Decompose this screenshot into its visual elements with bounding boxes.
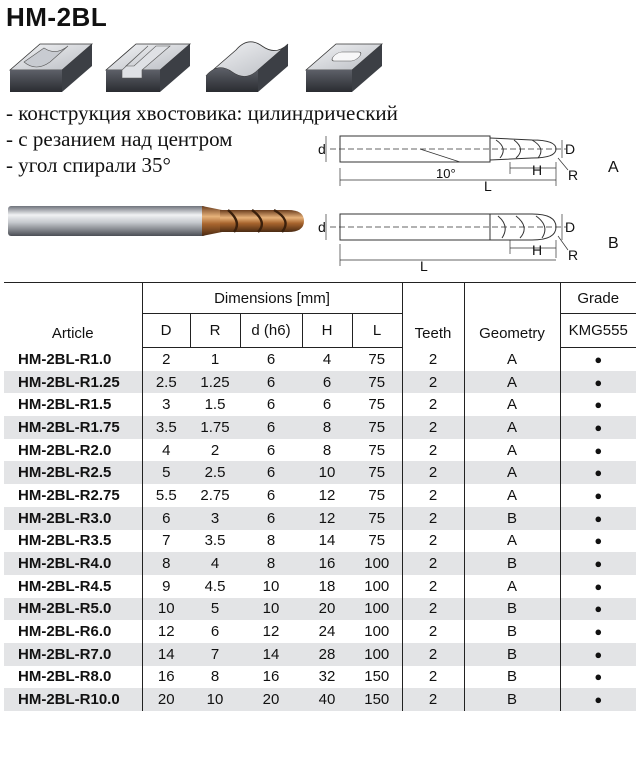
cell-geometry: A (464, 575, 560, 598)
cell-D: 7 (162, 532, 171, 550)
table-row (4, 688, 636, 711)
cell-d: 6 (266, 486, 276, 504)
cell-R: 8 (210, 668, 220, 686)
cell-teeth: 2 (402, 507, 464, 530)
cell-teeth: 2 (402, 552, 464, 575)
cell-teeth: 2 (402, 620, 464, 643)
cell-d: 14 (240, 643, 302, 666)
cell-D: 5 (142, 461, 190, 484)
cell-geometry: A (464, 348, 560, 371)
cell-d: 6 (240, 371, 302, 394)
cell-d: 6 (266, 350, 276, 368)
header-grade-name: KMG555 (560, 314, 636, 348)
cell-R: 6 (210, 623, 220, 641)
table-row (4, 598, 636, 621)
cell-D: 20 (142, 688, 190, 711)
cell-grade: ● (594, 669, 603, 685)
cell-H: 12 (318, 486, 336, 504)
cell-article: HM-2BL-R3.5 (4, 530, 142, 553)
cell-R: 3 (190, 507, 240, 530)
header-dimensions: Dimensions [mm] (142, 283, 402, 314)
cell-teeth: 2 (402, 461, 464, 484)
cell-H: 8 (302, 416, 352, 439)
cell-L: 75 (352, 461, 402, 484)
cell-article: HM-2BL-R7.0 (4, 643, 142, 666)
drawing-b-L-label: L (420, 258, 428, 273)
cell-H: 4 (322, 350, 332, 368)
cell-geometry: A (464, 371, 560, 394)
cell-D: 3.5 (142, 416, 190, 439)
cell-H: 6 (302, 371, 352, 394)
table-row (4, 552, 636, 575)
table-body (4, 348, 636, 712)
cell-D: 2.5 (142, 371, 190, 394)
cell-geometry: B (464, 620, 560, 643)
drawing-b-D-label: D (565, 219, 576, 235)
cell-H: 6 (322, 396, 332, 414)
header-teeth: Teeth (402, 283, 464, 348)
cell-D: 9 (162, 577, 171, 595)
cell-grade: ● (560, 643, 636, 666)
cell-grade: ● (560, 688, 636, 711)
cell-article: HM-2BL-R3.0 (4, 507, 142, 530)
cell-article: HM-2BL-R2.5 (4, 461, 142, 484)
cell-grade: ● (594, 578, 603, 594)
cell-teeth: 2 (402, 371, 464, 394)
cell-D: 12 (157, 623, 175, 641)
drawing-a-R-label: R (568, 167, 579, 183)
table-row (4, 666, 636, 689)
cell-teeth: 2 (402, 643, 464, 666)
cell-L: 75 (352, 507, 402, 530)
drawing-a-L-label: L (484, 178, 492, 194)
cell-teeth: 2 (402, 393, 464, 416)
table-row (4, 575, 636, 598)
cell-L: 75 (352, 439, 402, 462)
cell-d: 8 (240, 552, 302, 575)
cell-teeth: 2 (402, 416, 464, 439)
cell-H: 14 (318, 532, 336, 550)
cell-L: 75 (352, 348, 402, 371)
cell-article: HM-2BL-R4.5 (4, 575, 142, 598)
header-col-D: D (142, 314, 190, 348)
pocket-shape-icon (306, 44, 382, 92)
drawing-b-R-label: R (568, 247, 579, 263)
table-row (4, 461, 636, 484)
drawing-a-d-label: d (318, 141, 326, 157)
table-row (4, 507, 636, 530)
technical-drawings (310, 128, 640, 273)
cell-article: HM-2BL-R10.0 (4, 688, 142, 711)
table-row (4, 620, 636, 643)
cell-d: 10 (240, 598, 302, 621)
drawing-geometry-b (326, 214, 568, 266)
cell-H: 18 (318, 577, 336, 595)
cell-R: 1 (210, 350, 220, 368)
cell-d: 20 (240, 688, 302, 711)
feature-shank: - конструкция хвостовика: цилиндрический (6, 101, 398, 125)
cell-H: 40 (302, 688, 352, 711)
channel-shape-icon (106, 44, 190, 92)
cell-D: 14 (142, 643, 190, 666)
cell-L: 75 (352, 530, 402, 553)
cell-H: 24 (318, 623, 336, 641)
machining-shapes (6, 32, 386, 96)
table-row (4, 348, 636, 371)
cell-L: 75 (352, 484, 402, 507)
cell-grade: ● (560, 552, 636, 575)
cell-R: 2.5 (190, 461, 240, 484)
cell-L: 100 (352, 643, 402, 666)
header-grade: Grade (560, 283, 636, 314)
cell-H: 12 (302, 507, 352, 530)
cell-article: HM-2BL-R6.0 (4, 620, 142, 643)
cell-grade: ● (594, 442, 603, 458)
header-col-R: R (190, 314, 240, 348)
cell-R: 1.25 (190, 371, 240, 394)
cell-D: 10 (142, 598, 190, 621)
cell-article: HM-2BL-R2.0 (4, 439, 142, 462)
cell-geometry: B (464, 598, 560, 621)
cell-H: 20 (302, 598, 352, 621)
cell-article: HM-2BL-R1.75 (4, 416, 142, 439)
cell-D: 2 (162, 350, 171, 368)
cell-teeth: 2 (402, 575, 464, 598)
cell-grade: ● (594, 397, 603, 413)
cell-article: HM-2BL-R1.0 (4, 348, 142, 371)
cell-article: HM-2BL-R8.0 (4, 666, 142, 689)
cell-geometry: B (464, 507, 560, 530)
cell-L: 100 (352, 552, 402, 575)
cell-R: 10 (190, 688, 240, 711)
header-col-H: H (302, 314, 352, 348)
radius-surface-icon (206, 42, 288, 92)
cell-d: 6 (266, 396, 276, 414)
drawing-a-H-label: H (532, 162, 543, 178)
cell-R: 2.75 (200, 486, 230, 504)
cell-teeth: 2 (402, 688, 464, 711)
cell-geometry: A (464, 484, 560, 507)
cell-H: 32 (318, 668, 336, 686)
cell-H: 28 (302, 643, 352, 666)
cell-d: 12 (262, 623, 280, 641)
cell-L: 150 (352, 688, 402, 711)
cell-teeth: 2 (402, 484, 464, 507)
drawing-a-D-label: D (565, 141, 576, 157)
cell-grade: ● (560, 507, 636, 530)
cell-D: 3 (162, 396, 171, 414)
cell-geometry: B (464, 688, 560, 711)
cell-d: 6 (240, 507, 302, 530)
cell-D: 6 (142, 507, 190, 530)
cell-grade: ● (594, 351, 603, 367)
cell-R: 3.5 (204, 532, 226, 550)
cell-d: 6 (240, 461, 302, 484)
cell-R: 7 (190, 643, 240, 666)
cell-article: HM-2BL-R5.0 (4, 598, 142, 621)
header-col-d: d (h6) (240, 314, 302, 348)
cell-L: 100 (352, 620, 402, 643)
table-row (4, 439, 636, 462)
cell-grade: ● (560, 461, 636, 484)
cell-teeth: 2 (402, 598, 464, 621)
slot-shape-icon (10, 44, 92, 92)
cell-d: 10 (262, 577, 280, 595)
end-mill-photo (6, 198, 306, 248)
cell-H: 8 (322, 441, 332, 459)
drawing-a-label: A (608, 159, 619, 176)
cell-L: 75 (352, 371, 402, 394)
cell-D: 5.5 (155, 486, 177, 504)
cell-teeth: 2 (402, 666, 464, 689)
cell-geometry: B (464, 643, 560, 666)
cell-grade: ● (560, 598, 636, 621)
cell-D: 4 (162, 441, 171, 459)
table-row (4, 530, 636, 553)
cell-teeth: 2 (402, 348, 464, 371)
cell-grade: ● (594, 533, 603, 549)
cell-teeth: 2 (402, 530, 464, 553)
cell-L: 100 (352, 598, 402, 621)
cell-teeth: 2 (402, 439, 464, 462)
cell-d: 6 (240, 416, 302, 439)
cell-article: HM-2BL-R1.25 (4, 371, 142, 394)
cell-d: 16 (262, 668, 280, 686)
cell-R: 5 (190, 598, 240, 621)
table-row (4, 416, 636, 439)
cell-L: 150 (352, 666, 402, 689)
cell-geometry: B (464, 552, 560, 575)
header-article: Article (4, 283, 142, 348)
cell-L: 100 (352, 575, 402, 598)
feature-center-cutting: - с резанием над центром (6, 127, 233, 151)
cell-grade: ● (594, 487, 603, 503)
cell-D: 16 (157, 668, 175, 686)
cell-geometry: B (464, 666, 560, 689)
drawing-b-H-label: H (532, 242, 543, 258)
cell-geometry: A (464, 530, 560, 553)
cell-geometry: A (464, 416, 560, 439)
drawing-b-label: B (608, 235, 619, 252)
cell-geometry: A (464, 461, 560, 484)
table-row (4, 393, 636, 416)
cell-d: 6 (266, 441, 276, 459)
cell-R: 1.75 (190, 416, 240, 439)
cell-article: HM-2BL-R2.75 (4, 484, 142, 507)
cell-geometry: A (464, 439, 560, 462)
feature-helix-angle: - угол спирали 35° (6, 153, 171, 177)
cell-article: HM-2BL-R4.0 (4, 552, 142, 575)
cell-d: 8 (266, 532, 276, 550)
cell-grade: ● (594, 624, 603, 640)
header-geometry: Geometry (464, 283, 560, 348)
table-row (4, 371, 636, 394)
specification-table (4, 282, 636, 711)
table-row (4, 484, 636, 507)
cell-article: HM-2BL-R1.5 (4, 393, 142, 416)
cell-H: 10 (302, 461, 352, 484)
cell-D: 8 (142, 552, 190, 575)
cell-grade: ● (560, 416, 636, 439)
cell-R: 2 (210, 441, 220, 459)
drawing-a-angle-label: 10° (436, 166, 456, 181)
cell-R: 4.5 (204, 577, 226, 595)
table-row (4, 643, 636, 666)
cell-R: 4 (190, 552, 240, 575)
page-title: HM-2BL (6, 2, 108, 32)
cell-grade: ● (560, 371, 636, 394)
cell-R: 1.5 (204, 396, 226, 414)
cell-geometry: A (464, 393, 560, 416)
header-col-L: L (352, 314, 402, 348)
cell-L: 75 (352, 393, 402, 416)
cell-H: 16 (302, 552, 352, 575)
cell-L: 75 (352, 416, 402, 439)
drawing-b-d-label: d (318, 219, 326, 235)
